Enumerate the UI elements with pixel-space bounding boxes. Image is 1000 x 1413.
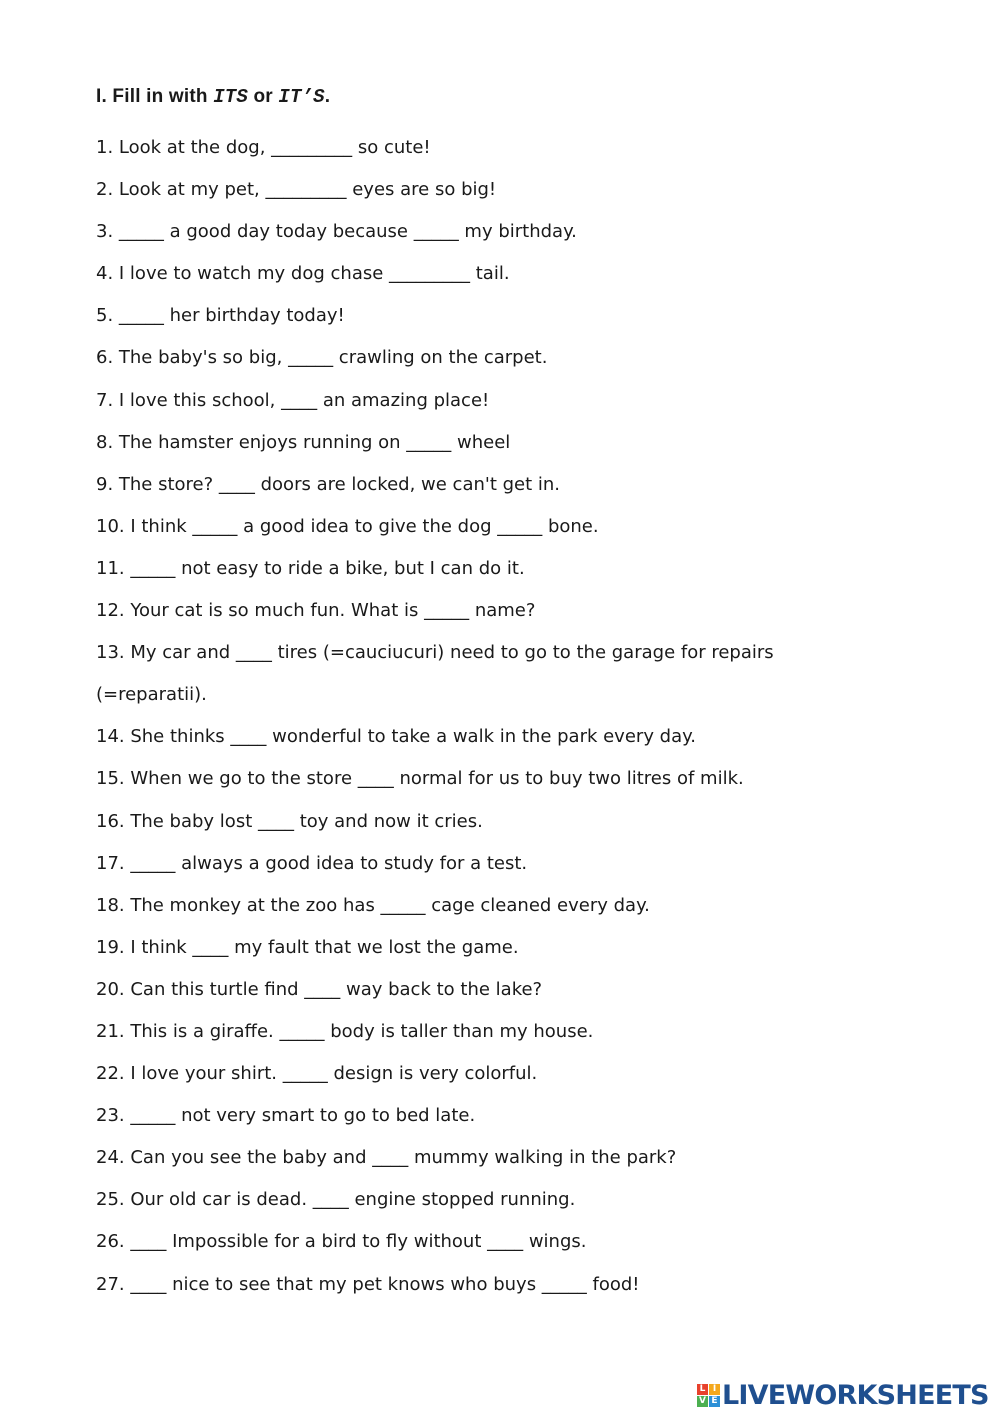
liveworksheets-logo — [697, 1380, 989, 1410]
question-item: 27. ____ nice to see that my pet knows who buys _____ food! — [96, 1273, 640, 1295]
logo-mark-l: L — [697, 1384, 708, 1395]
liveworksheets-logo-icon — [697, 1384, 720, 1407]
question-item: 18. The monkey at the zoo has _____ cage cleaned every day. — [96, 894, 650, 916]
question-item: 14. She thinks ____ wonderful to take a walk in the park every day. — [96, 726, 696, 748]
question-item: 10. I think _____ a good idea to give the dog _____ bone. — [96, 515, 599, 537]
logo-mark-i: I — [709, 1384, 720, 1395]
question-item: 19. I think ____ my fault that we lost the game. — [96, 936, 519, 958]
question-item-continuation: (=reparatii). — [96, 684, 207, 706]
question-item: 26. ____ Impossible for a bird to fly without ____ wings. — [96, 1231, 587, 1253]
title-keyword-it-s: IT’S — [278, 86, 325, 108]
title-prefix: I. Fill in with — [96, 86, 214, 107]
question-list — [96, 127, 916, 1306]
title-connector: or — [248, 86, 279, 107]
question-item: 21. This is a giraffe. _____ body is taller than my house. — [96, 1020, 594, 1042]
question-item: 2. Look at my pet, _________ eyes are so big! — [96, 179, 497, 201]
title-keyword-its: ITS — [213, 86, 249, 108]
title-suffix: . — [324, 86, 331, 107]
question-item: 3. _____ a good day today because _____ my birthday. — [96, 221, 577, 243]
question-item: 7. I love this school, ____ an amazing place! — [96, 389, 490, 411]
question-item: 4. I love to watch my dog chase _________ tail. — [96, 263, 510, 285]
question-item: 20. Can this turtle find ____ way back to the lake? — [96, 978, 543, 1000]
question-item: 16. The baby lost ____ toy and now it cries. — [96, 810, 483, 832]
question-item: 22. I love your shirt. _____ design is very colorful. — [96, 1063, 538, 1085]
question-item: 12. Your cat is so much fun. What is _____ name? — [96, 600, 536, 622]
question-item: 25. Our old car is dead. ____ engine stopped running. — [96, 1189, 576, 1211]
logo-mark-e: E — [709, 1396, 720, 1407]
question-item: 5. _____ her birthday today! — [96, 305, 345, 327]
question-item: 8. The hamster enjoys running on _____ wheel — [96, 431, 511, 453]
question-item: 11. _____ not easy to ride a bike, but I can do it. — [96, 557, 525, 579]
exercise-title — [96, 86, 330, 108]
question-item: 9. The store? ____ doors are locked, we can't get in. — [96, 473, 561, 495]
question-item: 17. _____ always a good idea to study for a test. — [96, 852, 528, 874]
logo-mark-v: V — [697, 1396, 708, 1407]
question-item: 6. The baby's so big, _____ crawling on the carpet. — [96, 347, 548, 369]
question-item: 24. Can you see the baby and ____ mummy walking in the park? — [96, 1147, 677, 1169]
question-item: 13. My car and ____ tires (=cauciucuri) need to go to the garage for repairs — [96, 642, 774, 664]
question-item: 23. _____ not very smart to go to bed late. — [96, 1105, 476, 1127]
logo-text: LIVEWORKSHEETS — [722, 1379, 989, 1411]
question-item: 1. Look at the dog, _________ so cute! — [96, 137, 431, 158]
question-item: 15. When we go to the store ____ normal for us to buy two litres of milk. — [96, 768, 744, 790]
